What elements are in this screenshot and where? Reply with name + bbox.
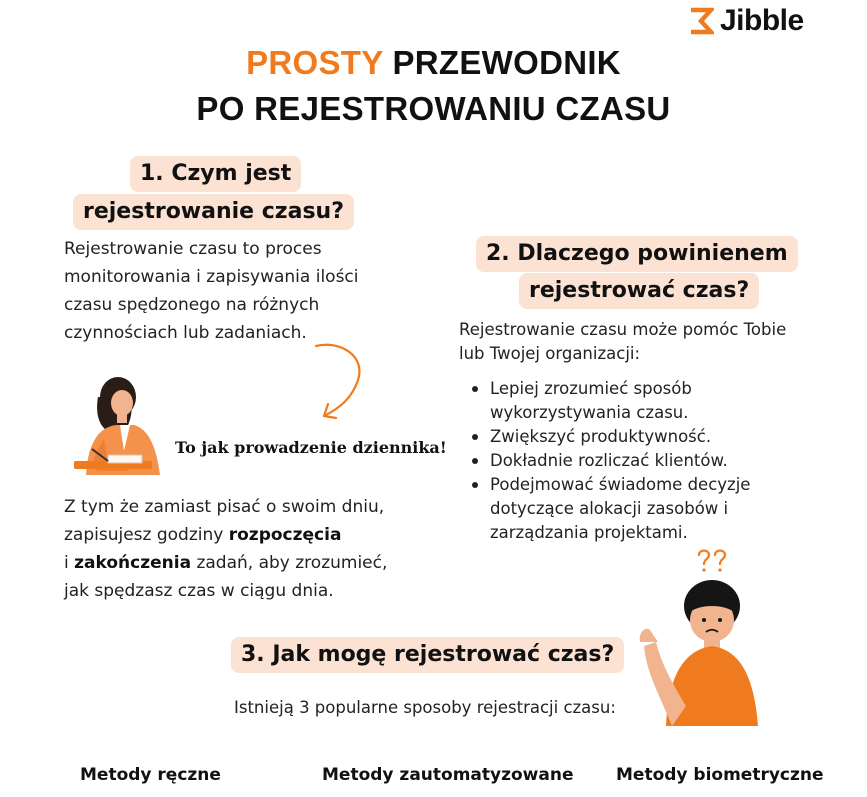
brand-name: Jibble <box>720 4 804 37</box>
section1-heading-line1: 1. Czym jest <box>130 156 301 192</box>
confused-man-illustration <box>636 576 766 726</box>
bullet-line: zarządzania projektami. <box>490 523 688 542</box>
jibble-logo <box>688 4 804 38</box>
section1-line: czynnościach lub zadaniach. <box>64 323 307 343</box>
method-manual: Metody ręczne <box>80 765 221 785</box>
section2-heading-line2: rejestrować czas? <box>519 273 759 309</box>
section1-paragraph2 <box>64 493 444 605</box>
p2-line4: jak spędzasz czas w ciągu dnia. <box>64 581 334 601</box>
list-item <box>460 425 840 449</box>
p2-text: zapisujesz godziny <box>64 525 229 545</box>
title-rest: PRZEWODNIK <box>392 44 621 81</box>
section2-intro-line: lub Twojej organizacji: <box>459 344 641 363</box>
list-item <box>460 449 840 473</box>
p2-line1: Z tym że zamiast pisać o swoim dniu, <box>64 497 385 517</box>
quote-text: To jak prowadzenie dziennika! <box>175 438 447 457</box>
section1-line: monitorowania i zapisywania ilości <box>64 267 359 287</box>
method-automated: Metody zautomatyzowane <box>322 765 574 785</box>
list-item <box>460 377 840 425</box>
section1-line: Rejestrowanie czasu to proces <box>64 239 322 259</box>
section2-intro-line: Rejestrowanie czasu może pomóc Tobie <box>459 320 787 339</box>
bullet-line: Podejmować świadome decyzje <box>490 475 751 494</box>
bullet-line: Zwiększyć produktywność. <box>490 427 712 446</box>
method-biometric: Metody biometryczne <box>616 765 824 785</box>
p2-text: zadań, aby zrozumieć, <box>191 553 388 573</box>
bullet-line: Dokładnie rozliczać klientów. <box>490 451 728 470</box>
p2-bold: rozpoczęcia <box>228 525 342 545</box>
page-title-line1 <box>0 44 867 82</box>
page-title-line2: PO REJESTROWANIU CZASU <box>196 90 671 127</box>
bullet-line: dotyczące alokacji zasobów i <box>490 499 729 518</box>
bullet-line: wykorzystywania czasu. <box>490 403 689 422</box>
section2-bullet-list <box>460 377 840 545</box>
curved-arrow-icon <box>300 338 380 426</box>
p2-text: i <box>64 553 75 573</box>
section3-heading: 3. Jak mogę rejestrować czas? <box>231 637 624 673</box>
section3-intro: Istnieją 3 popularne sposoby rejestracji czasu: <box>234 698 616 717</box>
question-marks-icon <box>696 548 730 574</box>
woman-writing-illustration <box>68 375 178 475</box>
list-item <box>460 473 840 545</box>
bullet-line: Lepiej zrozumieć sposób <box>490 379 692 398</box>
jibble-logo-icon <box>688 7 714 35</box>
section2-intro <box>459 318 849 366</box>
section1-heading-line2: rejestrowanie czasu? <box>73 194 354 230</box>
p2-line3 <box>64 549 444 577</box>
section1-line: czasu spędzonego na różnych <box>64 295 320 315</box>
section1-paragraph <box>64 235 424 347</box>
section2-heading-line1: 2. Dlaczego powinienem <box>476 236 798 272</box>
title-accent: PROSTY <box>246 44 383 81</box>
p2-bold: zakończenia <box>74 553 192 573</box>
p2-line2 <box>64 521 444 549</box>
